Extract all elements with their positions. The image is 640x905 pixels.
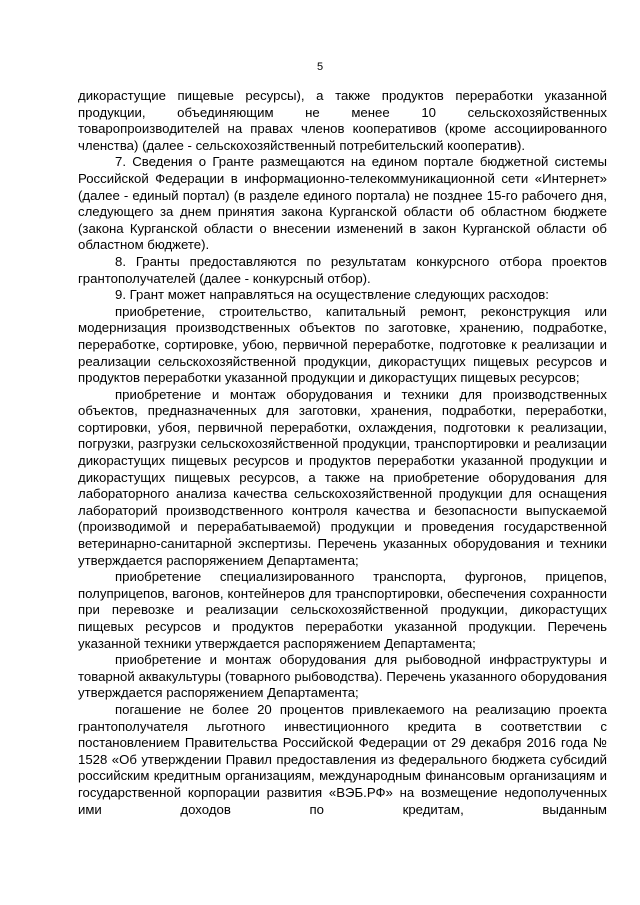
document-body: [78, 88, 607, 818]
paragraph-expense-transport: приобретение специализированного транспорта, фургонов, прицепов, полуприцепов, вагонов, контейнеров для транспортировки, обеспечения сохранности при перевозке и реализации сельскохозяйственной продукции, дикорастущих пищевых ресурсов и продуктов переработки указанной продукции. Перечень указанной техники утверждается распоряжением Департамента;: [78, 569, 607, 651]
paragraph-expense-loan-repayment: погашение не более 20 процентов привлекаемого на реализацию проекта грантополучателя льготного инвестиционного кредита в соответствии с постановлением Правительства Российской Федерации от 29 декабря 2016 года № 1528 «Об утверждении Правил предоставления из федерального бюджета субсидий российским кредитным организациям, международным финансовым организациям и государственной корпорации развития «ВЭБ.РФ» на возмещение недополученных ими доходов по кредитам, выданным: [78, 701, 607, 817]
paragraph-expense-construction: приобретение, строительство, капитальный ремонт, реконструкция или модернизация производственных объектов по заготовке, хранению, подработке, переработке, сортировке, убою, первичной переработке, подготовке к реализации и реализации сельскохозяйственной продукции, дикорастущих пищевых ресурсов и продуктов переработки указанной продукции и дикорастущих пищевых ресурсов;: [78, 303, 607, 386]
paragraph-expense-aquaculture: приобретение и монтаж оборудования для рыбоводной инфраструктуры и товарной аквакультуры (товарного рыбоводства). Перечень указанного оборудования утверждается распоряжением Департамента;: [78, 652, 607, 701]
page-number: 5: [316, 61, 324, 73]
paragraph-9-expenses-intro: 9. Грант может направляться на осуществление следующих расходов:: [115, 287, 549, 303]
paragraph-expense-equipment: приобретение и монтаж оборудования и техники для производственных объектов, предназначенных для заготовки, хранения, подработки, переработки, сортировки, убоя, первичной переработки, охлаждения, подготовки к реализации, погрузки, разгрузки сельскохозяйственной продукции, транспортировки и реализации дикорастущих пищевых ресурсов и продуктов переработки указанной продукции и дикорастущих пищевых ресурсов, а также на приобретение оборудования для лабораторного анализа качества сельскохозяйственной продукции для оснащения лабораторий производственного контроля качества и безопасности выпускаемой (производимой и перерабатываемой) продукции и проведения государственной ветеринарно-санитарной экспертизы. Перечень указанных оборудования и техники утверждается распоряжением Департамента;: [78, 386, 607, 568]
paragraph-continuation: дикорастущие пищевые ресурсы), а также продуктов переработки указанной продукции, объединяющим не менее 10 сельскохозяйственных товаропроизводителей на правах членов кооперативов (кроме ассоциированного членства) (далее - сельскохозяйственный потребительский кооператив).: [78, 88, 607, 153]
paragraph-8-competitive-selection: 8. Гранты предоставляются по результатам конкурсного отбора проектов грантополучателей (далее - конкурсный отбор).: [78, 253, 607, 286]
paragraph-7-grant-info: 7. Сведения о Гранте размещаются на едином портале бюджетной системы Российской Федерации в информационно-телекоммуникационной сети «Интернет» (далее - единый портал) (в разделе единого портала) не позднее 15-го рабочего дня, следующего за днем принятия закона Курганской области об областном бюджете (закона Курганской области о внесении изменений в закон Курганской области об областном бюджете).: [78, 154, 607, 253]
